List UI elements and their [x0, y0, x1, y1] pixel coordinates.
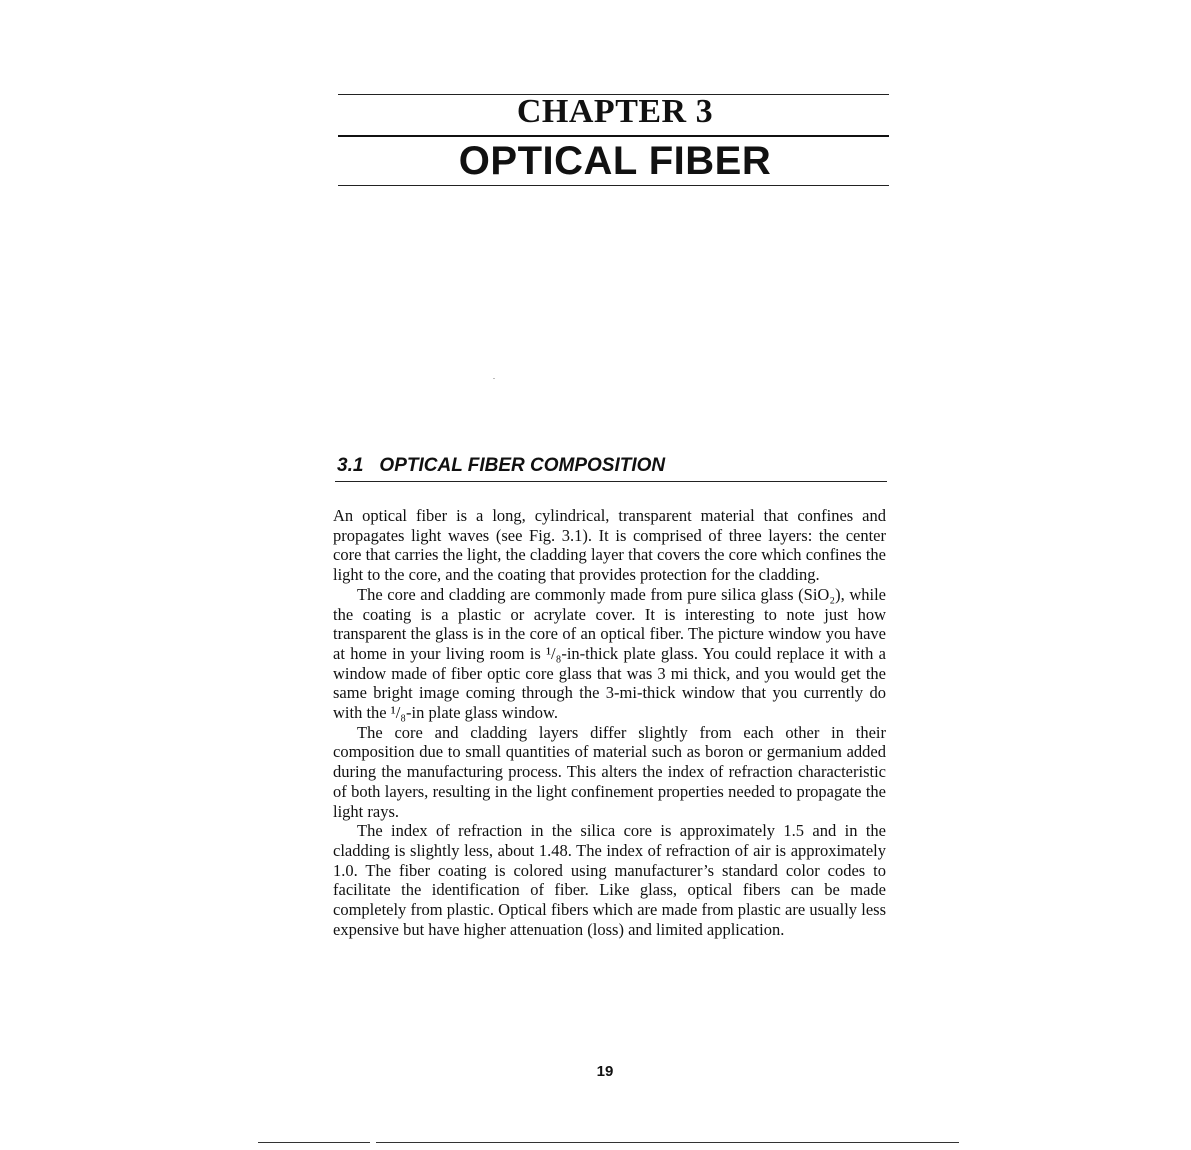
chapter-label: CHAPTER 3: [516, 93, 714, 130]
scan-edge-line-left: [258, 1142, 370, 1143]
section-rule: [335, 481, 887, 482]
section-number: 3.1: [337, 455, 364, 476]
paragraph-4: The index of refraction in the silica core is approximately 1.5 and in the cladding is slightly less, about 1.48. The index of refraction of air is approximately 1.0. The fiber coating is colored using manufacturer’s standard color codes to facilitate the identification of fiber. Like glass, optical fibers can be made completely from plastic. Optical fibers which are made from plastic are usually less expensive but have higher attenuation (loss) and limited application.: [333, 821, 886, 939]
scan-speck: [493, 378, 495, 379]
page-number: 19: [596, 1063, 614, 1080]
paragraph-2: The core and cladding are commonly made from pure silica glass (SiO₂), while the coating is a plastic or acrylate cover. It is interesting to note just how transparent the glass is in the core of an optical fiber. The picture window you have at home in your living room is ¹/₈-in-thick plate glass. You could replace it with a window made of fiber optic core glass that was 3 mi thick, and you would get the same bright image coming through the 3-mi-thick window that you currently do with the ¹/₈-in plate glass window.: [333, 584, 886, 723]
paragraph-3: The core and cladding layers differ slightly from each other in their composition due to small quantities of material such as boron or germanium added during the manufacturing process. This alters the index of refraction characteristic of both layers, resulting in the light confinement properties needed to propagate the light rays.: [333, 722, 886, 821]
body-text: [333, 506, 886, 939]
section-title: OPTICAL FIBER COMPOSITION: [379, 455, 666, 476]
paragraph-1: An optical fiber is a long, cylindrical, transparent material that confines and propagates light waves (see Fig. 3.1). It is comprised of three layers: the center core that carries the light, the cladding layer that covers the core which confines the light to the core, and the coating that provides protection for the cladding.: [333, 506, 886, 585]
chapter-title: OPTICAL FIBER: [458, 139, 772, 183]
scan-edge-line-right: [376, 1142, 959, 1143]
chapter-bottom-rule: [338, 185, 889, 186]
section-heading: [337, 453, 665, 479]
